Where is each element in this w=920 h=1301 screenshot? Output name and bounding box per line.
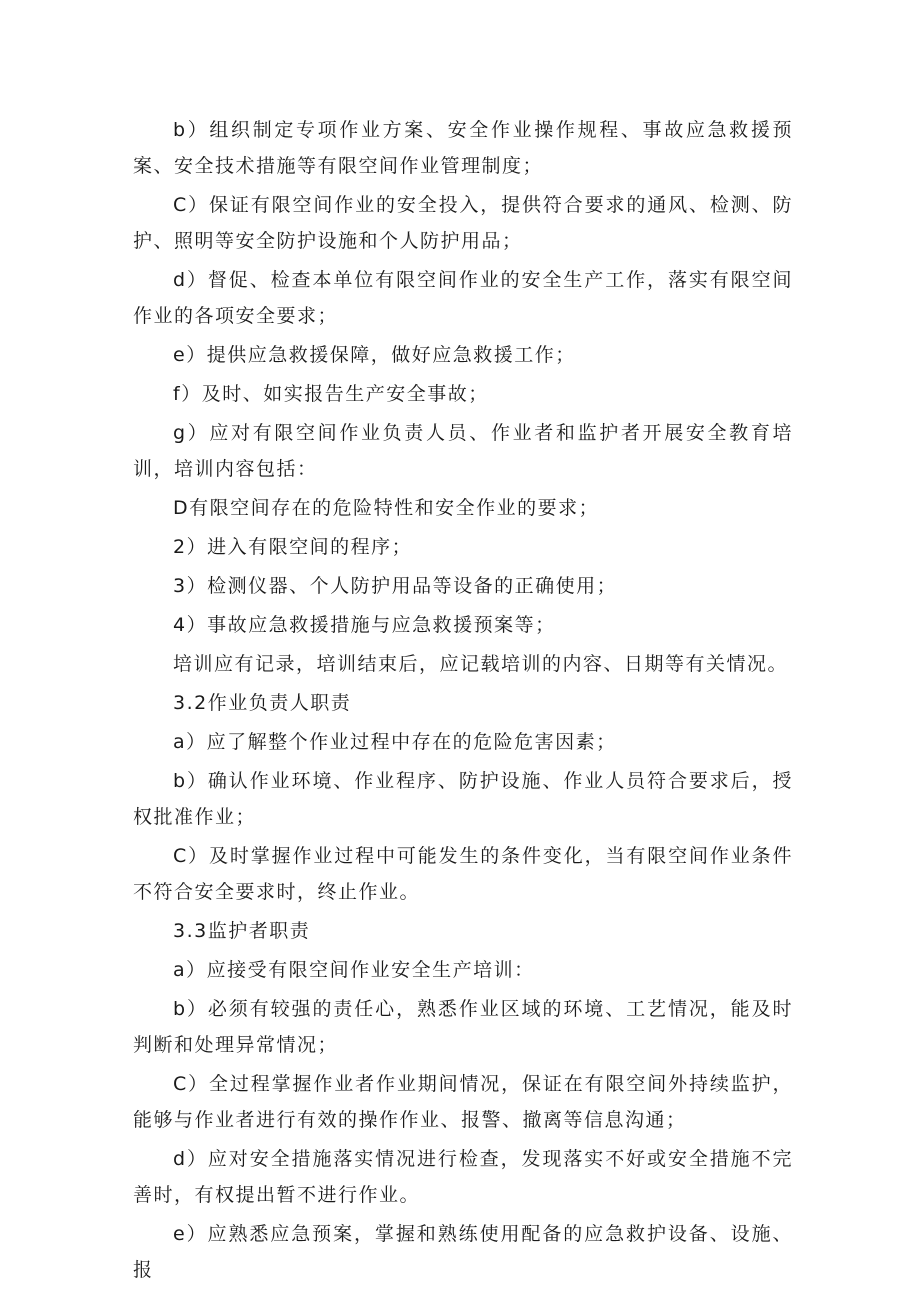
paragraph-3-3-a: a）应接受有限空间作业安全生产培训：: [173, 959, 535, 981]
paragraph-3-3-c: C）全过程掌握作业者作业期间情况，保证在有限空间外持续监护，能够与作业者进行有效的操作作业、报警、撤离等信息沟通；: [133, 1073, 793, 1131]
section-heading-3-2: 3.2作业负责人职责: [173, 692, 352, 714]
paragraph-3-2-a: a）应了解整个作业过程中存在的危险危害因素；: [173, 731, 617, 753]
paragraph-c-safety-investment: C）保证有限空间作业的安全投入，提供符合要求的通风、检测、防护、照明等安全防护设施和个人防护用品；: [133, 194, 793, 252]
training-item-4: 4）事故应急救援措施与应急救援预案等；: [173, 614, 556, 636]
paragraph-f-report: f）及时、如实报告生产安全事故；: [173, 383, 489, 405]
paragraph-d-supervise: d）督促、检查本单位有限空间作业的安全生产工作，落实有限空间作业的各项安全要求；: [133, 269, 793, 327]
training-item-3: 3）检测仪器、个人防护用品等设备的正确使用；: [173, 575, 618, 597]
section-heading-3-3: 3.3监护者职责: [173, 920, 311, 942]
paragraph-3-2-b: b）确认作业环境、作业程序、防护设施、作业人员符合要求后，授权批准作业；: [133, 770, 793, 828]
paragraph-g-training: g）应对有限空间作业负责人员、作业者和监护者开展安全教育培训，培训内容包括：: [133, 422, 793, 480]
paragraph-3-3-e: e）应熟悉应急预案，掌握和熟练使用配备的应急救护设备、设施、报: [133, 1223, 793, 1281]
paragraph-3-3-b: b）必须有较强的责任心，熟悉作业区域的环境、工艺情况，能及时判断和处理异常情况；: [133, 998, 793, 1056]
training-item-2: 2）进入有限空间的程序；: [173, 536, 413, 558]
paragraph-b-org-rules: b）组织制定专项作业方案、安全作业操作规程、事故应急救援预案、安全技术措施等有限空间作业管理制度；: [133, 119, 793, 177]
training-item-1: D有限空间存在的危险特性和安全作业的要求；: [173, 497, 600, 519]
document-body: [133, 112, 793, 1291]
training-record-note: 培训应有记录，培训结束后，应记载培训的内容、日期等有关情况。: [173, 653, 789, 675]
paragraph-e-emergency: e）提供应急救援保障，做好应急救援工作；: [173, 344, 576, 366]
paragraph-3-3-d: d）应对安全措施落实情况进行检查，发现落实不好或安全措施不完善时，有权提出暂不进行作业。: [133, 1148, 793, 1206]
paragraph-3-2-c: C）及时掌握作业过程中可能发生的条件变化，当有限空间作业条件不符合安全要求时，终止作业。: [133, 845, 793, 903]
